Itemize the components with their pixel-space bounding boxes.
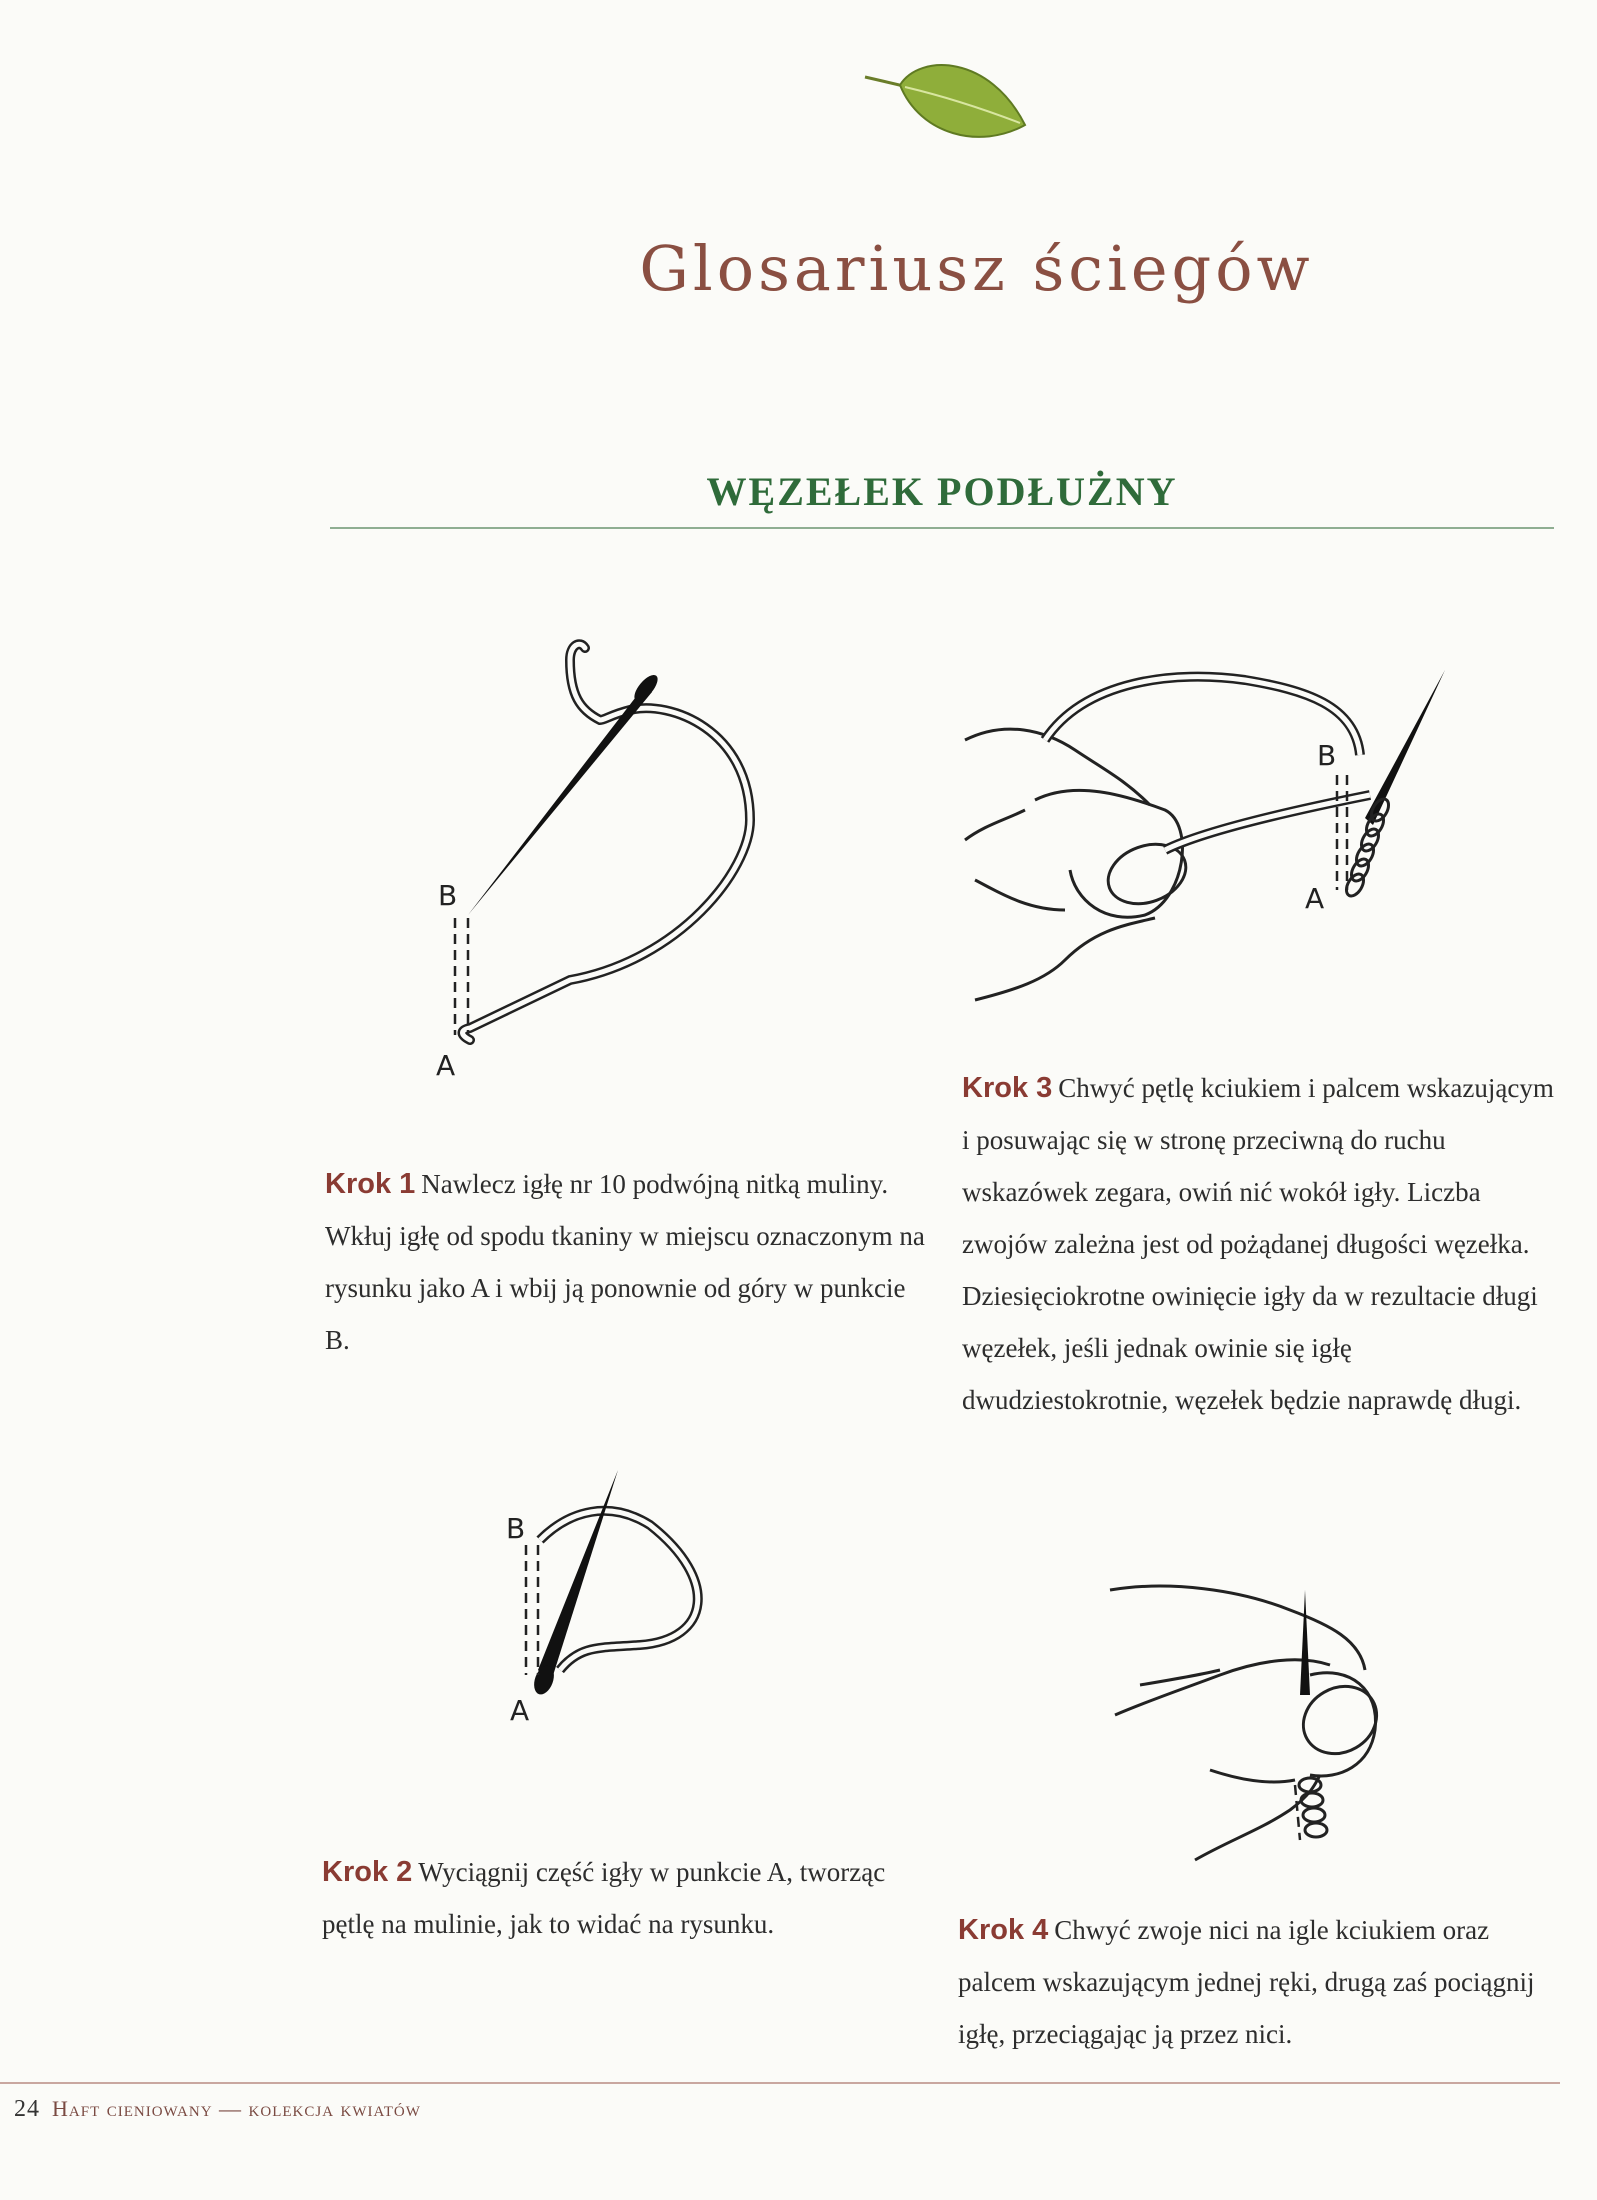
section-divider xyxy=(330,527,1554,529)
section-heading: WĘZEŁEK PODŁUŻNY xyxy=(706,469,1178,514)
step-3-text: Chwyć pętlę kciukiem i palcem wskazującym i posuwając się w stronę przeciwną do ruchu wskazówek zegara, owiń nić wokół igły. Liczba zwojów zależna jest od pożądanej długości węzełka. Dziesięciokrotne owinięcie igły da w rezultacie długi węzełek, jeśli jednak owinie się igłę dwudziestokrotnie, węzełek będzie naprawdę długi. xyxy=(962,1073,1554,1415)
page-title: Glosariusz ściegów xyxy=(639,232,1314,305)
step-4 xyxy=(958,1904,1558,2060)
step-2-text: Wyciągnij część igły w punkcie A, tworząc pętlę na mulinie, jak to widać na rysunku. xyxy=(322,1857,886,1939)
page-footer xyxy=(14,2096,421,2123)
page-number: 24 xyxy=(14,2096,40,2122)
step-2-label: Krok 2 xyxy=(322,1856,413,1888)
step-1-text: Nawlecz igłę nr 10 podwójną nitką muliny. Wkłuj igłę od spodu tkaniny w miejscu oznaczonym na rysunku jako A i wbij ją ponownie od góry w punkcie B. xyxy=(325,1169,925,1355)
footer-divider xyxy=(0,2082,1560,2084)
label-a: A xyxy=(510,1694,530,1727)
figure-step-1 xyxy=(420,640,780,1100)
step-4-label: Krok 4 xyxy=(958,1914,1049,1946)
figure-step-2 xyxy=(500,1470,740,1730)
label-b: B xyxy=(506,1512,526,1545)
label-b: B xyxy=(1317,739,1337,772)
label-a: A xyxy=(436,1049,456,1082)
step-1-label: Krok 1 xyxy=(325,1168,416,1200)
figure-step-3 xyxy=(965,660,1465,1020)
label-a: A xyxy=(1305,882,1325,915)
step-3-label: Krok 3 xyxy=(962,1072,1053,1104)
step-4-text: Chwyć zwoje nici na igle kciukiem oraz palcem wskazującym jednej ręki, drugą zaś pociągnij igłę, przeciągając ją przez nici. xyxy=(958,1915,1535,2049)
leaf-icon xyxy=(860,55,1030,150)
step-1 xyxy=(325,1158,925,1366)
running-footer-text: Haft cieniowany — kolekcja kwiatów xyxy=(52,2096,421,2121)
step-2 xyxy=(322,1846,922,1950)
step-3 xyxy=(962,1062,1562,1426)
figure-step-4 xyxy=(1110,1580,1430,1870)
label-b: B xyxy=(438,879,458,912)
